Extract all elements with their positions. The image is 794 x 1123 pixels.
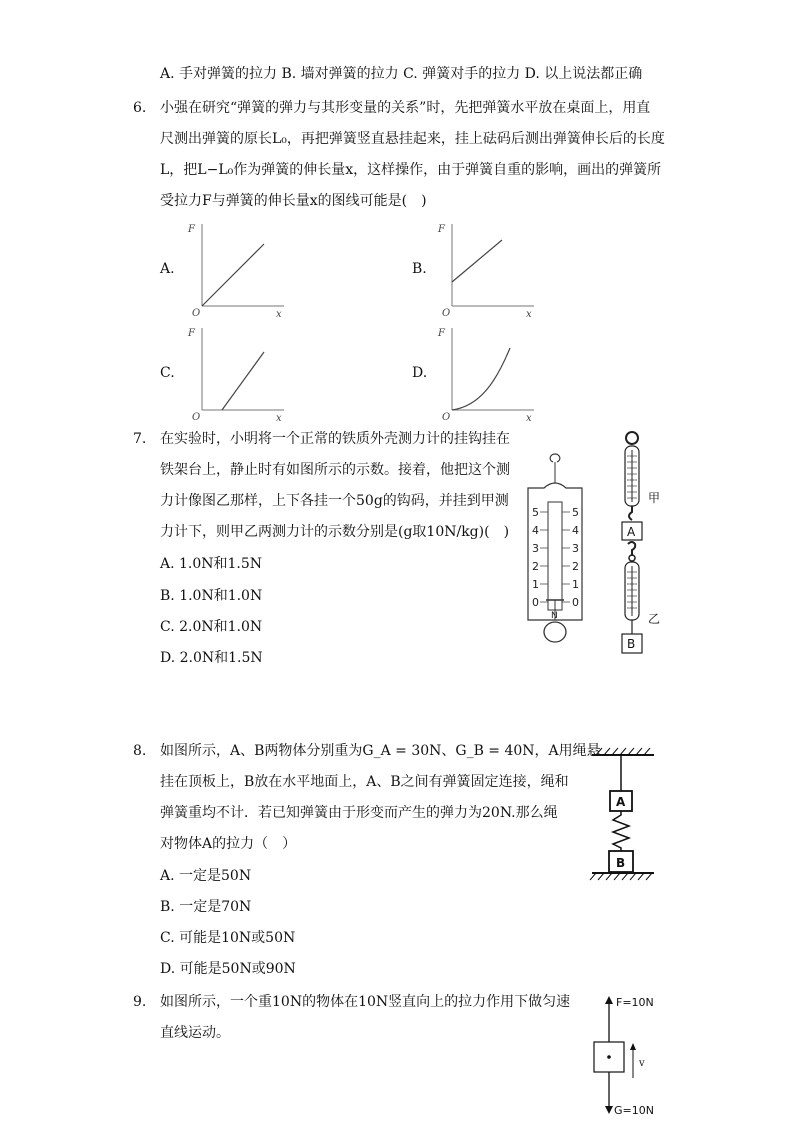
q6-line-2: 尺测出弹簧的原长L₀，再把弹簧竖直悬挂起来，挂上砝码后测出弹簧伸长后的长度: [160, 131, 665, 147]
q7-line-1: 在实验时，小明将一个正常的铁质外壳测力计的挂钩挂在: [160, 431, 510, 447]
q8-line-3: 弹簧重均不计．若已知弹簧由于形变而产生的弹力为20N.那么绳: [160, 805, 558, 821]
q6-option-d-label[interactable]: D.: [412, 365, 428, 381]
q7-number: 7.: [133, 431, 147, 447]
q9-force-down: G=10N: [614, 1104, 654, 1117]
q6-line-1: 小强在研究“弹簧的弹力与其形变量的关系”时，先把弹簧水平放在桌面上，用直: [160, 100, 651, 116]
scale-left-2: 2: [532, 560, 539, 573]
scale-left-4: 4: [532, 524, 539, 537]
graph-c-y-label: F: [188, 328, 195, 339]
q9-number: 9.: [133, 994, 147, 1010]
graph-b-x-label: x: [526, 309, 532, 320]
scale-left-5: 5: [532, 506, 539, 519]
graph-b-origin: O: [442, 308, 451, 319]
q7-label-jia: 甲: [648, 491, 661, 505]
q8-block-a: A: [616, 795, 626, 809]
graph-d-y-label: F: [438, 328, 445, 339]
graph-c-x-label: x: [276, 413, 282, 424]
q8-option-c[interactable]: C. 可能是10N或50N: [160, 930, 296, 946]
q7-option-c[interactable]: C. 2.0N和1.0N: [160, 619, 263, 635]
graph-c-origin: O: [192, 412, 201, 423]
q7-line-2: 铁架台上，静止时有如图所示的示数。接着，他把这个测: [160, 462, 510, 478]
graph-a-x-label: x: [276, 309, 282, 320]
q7-line-3: 力计像图乙那样，上下各挂一个50g的钩码，并挂到甲测: [160, 493, 509, 509]
graph-b-y-label: F: [438, 224, 445, 235]
q6-graph-b: [430, 218, 540, 318]
q9-line-1: 如图所示，一个重10N的物体在10N竖直向上的拉力作用下做匀速: [160, 994, 571, 1010]
q7-spring-scale-figure: [520, 452, 590, 647]
q7-block-a: A: [627, 525, 636, 539]
q6-graph-c: [180, 322, 290, 422]
q7-label-yi: 乙: [648, 612, 661, 626]
q8-figure: [588, 745, 658, 885]
scale-left-1: 1: [532, 578, 539, 591]
q7-option-b[interactable]: B. 1.0N和1.0N: [160, 588, 263, 604]
q8-line-1: 如图所示，A、B两物体分别重为G_A = 30N、G_B = 40N，A用绳悬: [160, 743, 601, 759]
q7-option-a[interactable]: A. 1.0N和1.5N: [160, 556, 263, 572]
scale-left-0: 0: [532, 596, 539, 609]
q8-option-d[interactable]: D. 可能是50N或90N: [160, 961, 296, 977]
scale-right-2: 2: [572, 560, 579, 573]
graph-d-x-label: x: [526, 413, 532, 424]
q8-option-b[interactable]: B. 一定是70N: [160, 899, 252, 915]
q7-double-scale-figure: [612, 430, 672, 660]
scale-right-1: 1: [572, 578, 579, 591]
q6-option-c-label[interactable]: C.: [160, 365, 175, 381]
q7-line-4: 力计下，则甲乙两测力计的示数分别是(g取10N/kg)( ): [160, 524, 510, 540]
scale-right-3: 3: [572, 542, 579, 555]
scale-right-5: 5: [572, 506, 579, 519]
q8-line-4: 对物体A的拉力（ ）: [160, 836, 297, 852]
q9-force-up: F=10N: [616, 996, 654, 1009]
q6-option-b-label[interactable]: B.: [412, 261, 427, 277]
q6-line-4: 受拉力F与弹簧的伸长量x的图线可能是( ): [160, 193, 427, 209]
graph-d-origin: O: [442, 412, 451, 423]
q6-number: 6.: [133, 100, 147, 116]
scale-unit: N: [551, 611, 558, 621]
q8-option-a[interactable]: A. 一定是50N: [160, 868, 252, 884]
scale-right-0: 0: [572, 596, 579, 609]
q9-velocity-label: v: [639, 1058, 645, 1069]
q6-graph-d: [430, 322, 540, 422]
q9-figure: [585, 994, 675, 1119]
graph-a-origin: O: [192, 308, 201, 319]
q9-line-2: 直线运动。: [160, 1025, 230, 1041]
q6-option-a-label[interactable]: A.: [160, 261, 175, 277]
q6-graph-a: [180, 218, 290, 318]
q8-block-b: B: [616, 856, 626, 870]
scale-right-4: 4: [572, 524, 579, 537]
q5-options-line: A. 手对弹簧的拉力 B. 墙对弹簧的拉力 C. 弹簧对手的拉力 D. 以上说法都正确: [160, 66, 643, 82]
q8-number: 8.: [133, 743, 147, 759]
graph-a-y-label: F: [188, 224, 195, 235]
scale-left-3: 3: [532, 542, 539, 555]
q6-line-3: L，把L−L₀作为弹簧的伸长量x，这样操作，由于弹簧自重的影响，画出的弹簧所: [160, 162, 662, 178]
q7-block-b: B: [627, 637, 636, 651]
q7-option-d[interactable]: D. 2.0N和1.5N: [160, 650, 263, 666]
q8-line-2: 挂在顶板上，B放在水平地面上，A、B之间有弹簧固定连接，绳和: [160, 774, 569, 790]
